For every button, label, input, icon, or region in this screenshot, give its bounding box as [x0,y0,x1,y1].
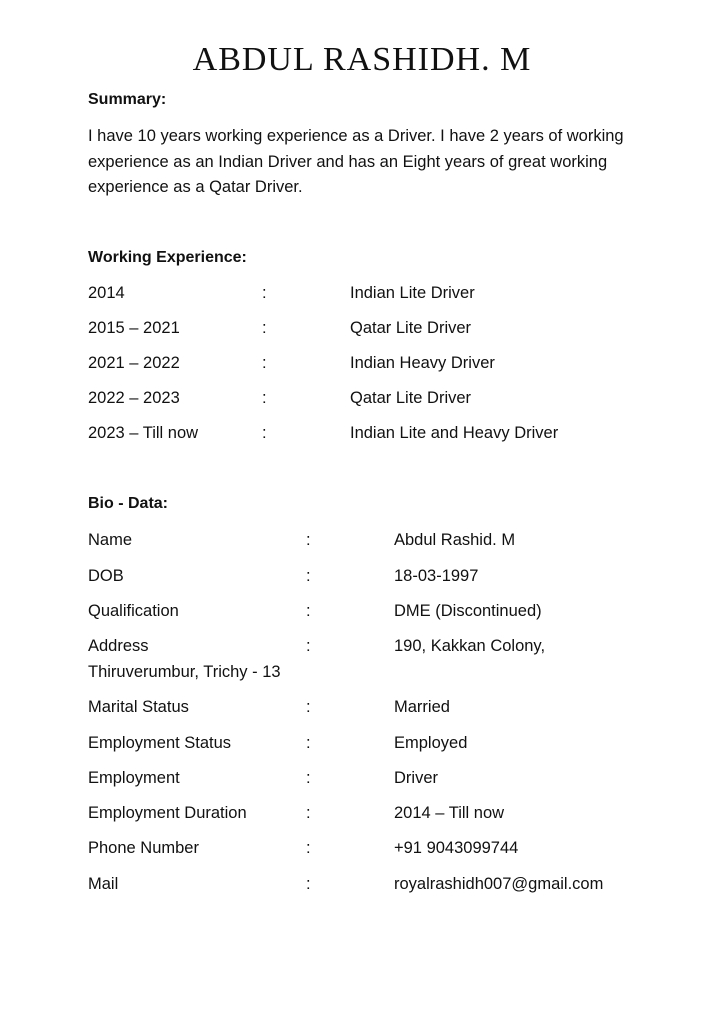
biodata-value: Married [394,698,450,716]
experience-row [0,351,724,375]
experience-heading: Working Experience: [88,249,247,266]
biodata-row-employment [0,766,724,790]
biodata-separator: : [306,875,311,893]
biodata-address-line2: Thiruverumbur, Trichy - 13 [88,663,281,681]
biodata-value: 18-03-1997 [394,567,479,585]
experience-period: 2014 [88,284,125,302]
biodata-row-phone-number [0,836,724,860]
experience-row [0,281,724,305]
biodata-value: 190, Kakkan Colony, [394,637,546,655]
experience-row [0,421,724,445]
biodata-heading: Bio - Data: [88,495,168,512]
biodata-separator: : [306,531,311,549]
summary-heading: Summary: [88,91,167,108]
biodata-label: Qualification [88,602,179,620]
biodata-value: Employed [394,734,468,752]
biodata-label: Employment [88,769,180,787]
experience-period: 2023 – Till now [88,424,199,442]
experience-period: 2021 – 2022 [88,354,180,372]
biodata-label: Name [88,531,133,549]
biodata-separator: : [306,602,311,620]
experience-role: Indian Heavy Driver [350,354,495,372]
experience-separator: : [262,389,267,407]
experience-row [0,386,724,410]
biodata-row-marital-status [0,695,724,719]
experience-row [0,316,724,340]
biodata-separator: : [306,698,311,716]
biodata-label: Mail [88,875,119,893]
experience-separator: : [262,284,267,302]
summary-text: I have 10 years working experience as a Driver. I have 2 years of working experience as an Indian Driver and has an Eight years of great working experience as a Qatar Driver. [88,127,624,196]
biodata-row-address [0,634,724,658]
biodata-label: DOB [88,567,124,585]
biodata-label: Phone Number [88,839,199,857]
experience-period: 2015 – 2021 [88,319,180,337]
biodata-separator: : [306,839,311,857]
biodata-separator: : [306,637,311,655]
experience-role: Qatar Lite Driver [350,319,472,337]
biodata-value: +91 9043099744 [394,839,519,857]
experience-role: Indian Lite and Heavy Driver [350,424,559,442]
experience-separator: : [262,424,267,442]
experience-separator: : [262,319,267,337]
experience-role: Qatar Lite Driver [350,389,472,407]
experience-separator: : [262,354,267,372]
biodata-label: Employment Status [88,734,232,752]
biodata-row-mail [0,872,724,896]
biodata-value: Abdul Rashid. M [394,531,516,549]
biodata-row-dob [0,564,724,588]
experience-period: 2022 – 2023 [88,389,180,407]
biodata-label: Address [88,637,149,655]
biodata-row-name [0,528,724,552]
biodata-value: royalrashidh007@gmail.com [394,875,604,893]
experience-role: Indian Lite Driver [350,284,475,302]
biodata-separator: : [306,804,311,822]
biodata-row-qualification [0,599,724,623]
biodata-value: Driver [394,769,438,787]
biodata-row-employment-duration [0,801,724,825]
biodata-label: Employment Duration [88,804,247,822]
resume-name-title: ABDUL RASHIDH. M [192,41,532,78]
biodata-row-employment-status [0,731,724,755]
biodata-separator: : [306,769,311,787]
biodata-separator: : [306,567,311,585]
biodata-value: 2014 – Till now [394,804,505,822]
biodata-separator: : [306,734,311,752]
biodata-value: DME (Discontinued) [394,602,542,620]
biodata-label: Marital Status [88,698,189,716]
